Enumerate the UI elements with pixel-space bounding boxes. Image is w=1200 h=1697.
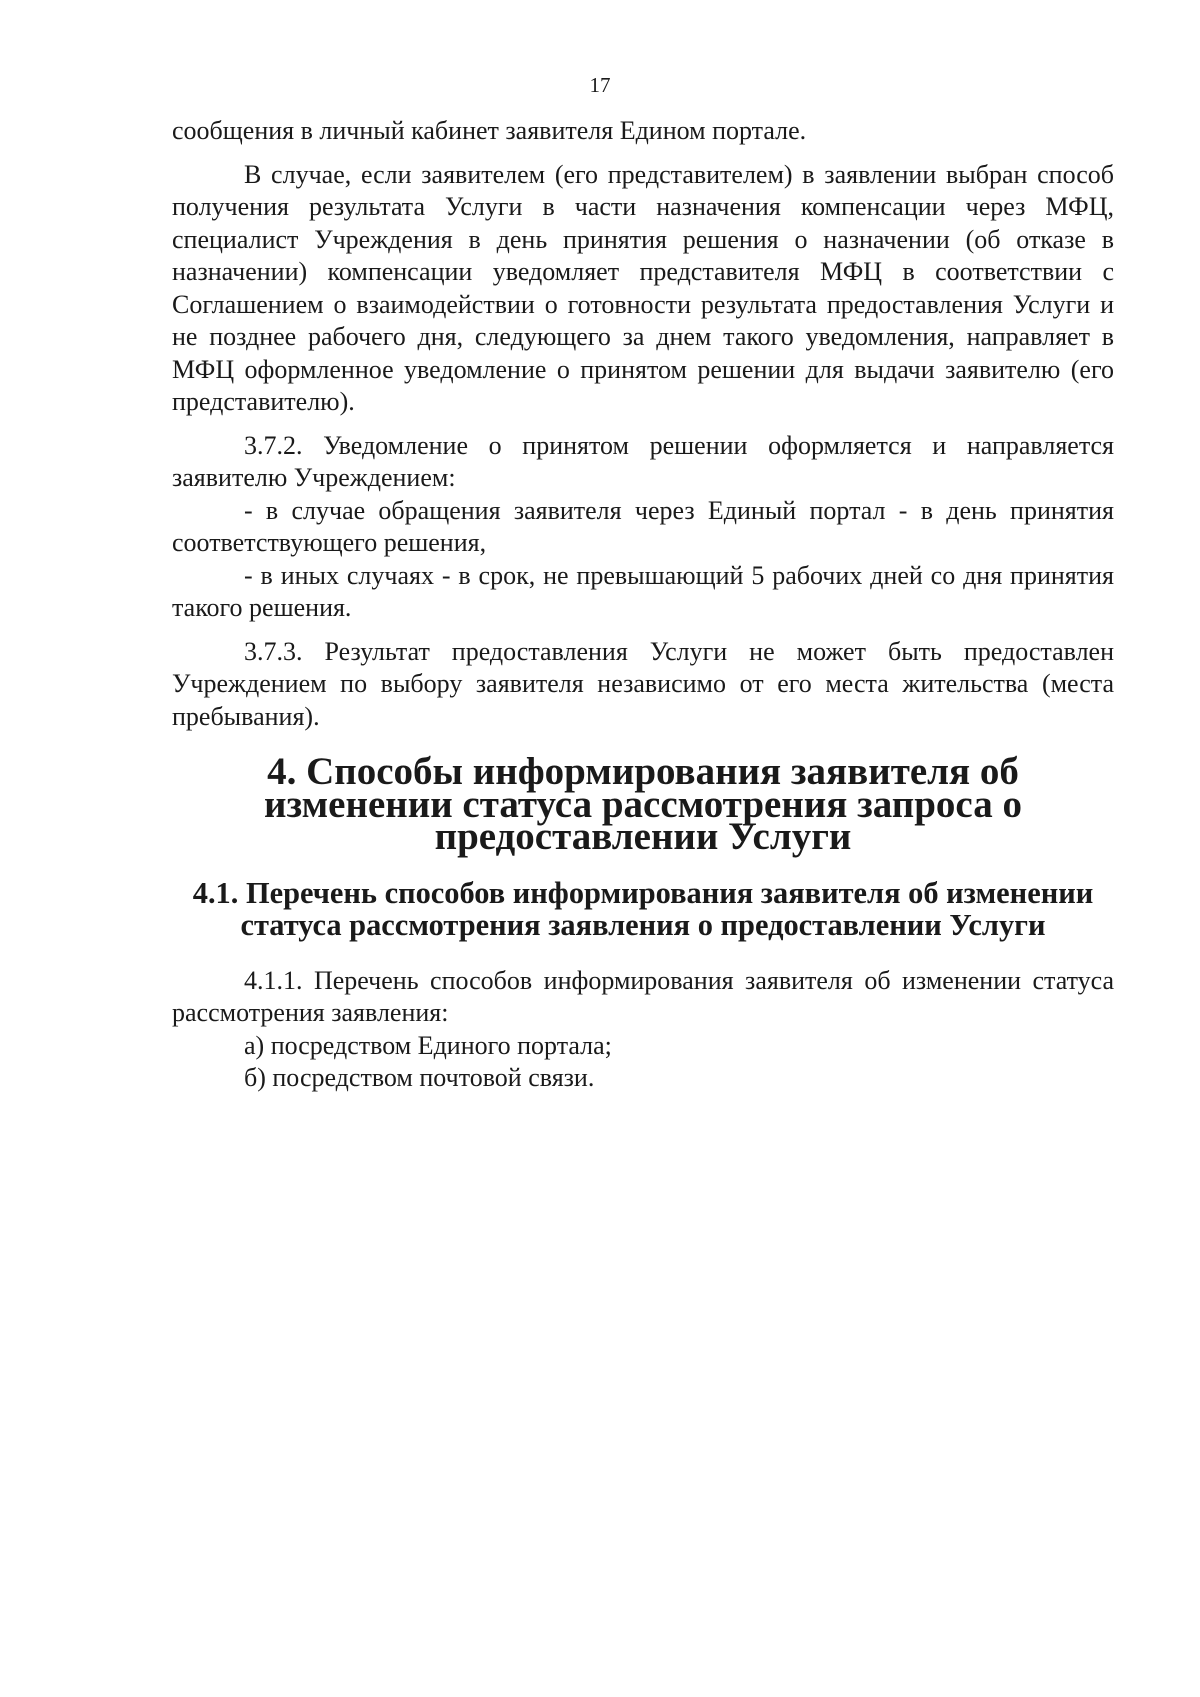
- list-item-portal: а) посредством Единого портала;: [244, 1030, 612, 1060]
- paragraph-3-7-2: 3.7.2. Уведомление о принятом решении оформляется и направляется заявителю Учреждением:: [172, 430, 1114, 492]
- list-item-post: б) посредством почтовой связи.: [244, 1063, 595, 1092]
- paragraph-other-cases: - в иных случаях - в срок, не превышающий 5 рабочих дней со дня принятия такого решения.: [172, 560, 1114, 622]
- section-heading-4: 4. Способы информирования заявителя об изменении статуса рассмотрения запроса о предоставлении Услуги: [264, 750, 1022, 858]
- paragraph-portal-case: - в случае обращения заявителя через Единый портал - в день принятия соответствующего решения,: [172, 495, 1114, 557]
- paragraph-mfc-notification: В случае, если заявителем (его представителем) в заявлении выбран способ получения результата Услуги в части назначения компенсации через МФЦ, специалист Учреждения в день принятия решения о назначении (об отказе в назначении) компенсации уведомляет представителя МФЦ в соответствии с Соглашением о взаимодействии о готовности результата предоставления Услуги и не позднее рабочего дня, следующего за днем такого уведомления, направляет в МФЦ оформленное уведомление о принятом решении для выдачи заявителю (его представителю).: [172, 159, 1114, 416]
- paragraph-3-7-3: 3.7.3. Результат предоставления Услуги не может быть предоставлен Учреждением по выбору заявителя независимо от его места жительства (места пребывания).: [172, 636, 1114, 731]
- section-heading-4-1: 4.1. Перечень способов информирования заявителя об изменении статуса рассмотрения заявления о предоставлении Услуги: [192, 875, 1094, 942]
- paragraph-continuation: сообщения в личный кабинет заявителя Едином портале.: [172, 116, 807, 145]
- paragraph-4-1-1: 4.1.1. Перечень способов информирования заявителя об изменении статуса рассмотрения заявления:: [172, 965, 1114, 1027]
- document-body: [172, 115, 1114, 1095]
- page-number: 17: [589, 73, 611, 97]
